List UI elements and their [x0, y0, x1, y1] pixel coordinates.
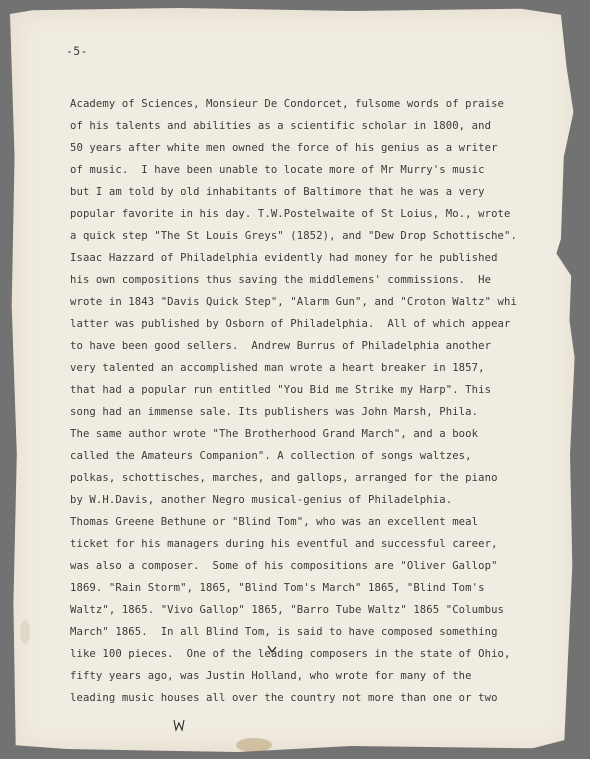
- text-line: his own compositions thus saving the middlemens' commissions. He: [70, 274, 492, 286]
- text-line: wrote in 1843 "Davis Quick Step", "Alarm Gun", and "Croton Waltz" whi: [70, 296, 517, 308]
- text-line: was also a composer. Some of his compositions are "Oliver Gallop": [70, 560, 498, 572]
- text-line: ticket for his managers during his eventful and successful career,: [70, 538, 498, 550]
- text-line: to have been good sellers. Andrew Burrus of Philadelphia another: [70, 340, 492, 352]
- paper-stain: [20, 620, 30, 644]
- text-line: but I am told by old inhabitants of Baltimore that he was a very: [70, 186, 485, 198]
- text-line: a quick step "The St Louis Greys" (1852), and "Dew Drop Schottische".: [70, 230, 517, 242]
- text-line: Waltz", 1865. "Vivo Gallop" 1865, "Barro Tube Waltz" 1865 "Columbus: [70, 604, 505, 616]
- page-number: -5-: [66, 44, 88, 58]
- typewritten-text: [70, 93, 550, 709]
- text-line: Isaac Hazzard of Philadelphia evidently had money for he published: [70, 252, 498, 264]
- text-line: very talented an accomplished man wrote a heart breaker in 1857,: [70, 362, 485, 374]
- text-line: song had an immense sale. Its publishers was John Marsh, Phila.: [70, 406, 479, 418]
- text-line: March" 1865. In all Blind Tom, is said to have composed something: [70, 626, 498, 638]
- text-line: that had a popular run entitled "You Bid me Strike my Harp". This: [70, 384, 492, 396]
- text-line: fifty years ago, was Justin Holland, who wrote for many of the: [70, 670, 472, 682]
- text-line: of his talents and abilities as a scientific scholar in 1800, and: [70, 120, 492, 132]
- text-line: The same author wrote "The Brotherhood Grand March", and a book: [70, 428, 479, 440]
- text-line: Thomas Greene Bethune or "Blind Tom", who was an excellent meal: [70, 516, 479, 528]
- paper-stain: [236, 738, 272, 752]
- text-line: popular favorite in his day. T.W.Postelwaite of St Loius, Mo., wrote: [70, 208, 511, 220]
- text-line: latter was published by Osborn of Philadelphia. All of which appear: [70, 318, 511, 330]
- handwritten-correction-mark: [172, 718, 186, 732]
- text-line: like 100 pieces. One of the leading composers in the state of Ohio,: [70, 648, 511, 660]
- text-line: by W.H.Davis, another Negro musical-genius of Philadelphia.: [70, 494, 453, 506]
- text-line: Academy of Sciences, Monsieur De Condorcet, fulsome words of praise: [70, 98, 505, 110]
- text-line: polkas, schottisches, marches, and gallops, arranged for the piano: [70, 472, 498, 484]
- text-line: of music. I have been unable to locate more of Mr Murry's music: [70, 164, 485, 176]
- handwritten-caret-mark: [267, 644, 277, 654]
- text-line: 1869. "Rain Storm", 1865, "Blind Tom's March" 1865, "Blind Tom's: [70, 582, 485, 594]
- text-line: called the Amateurs Companion". A collection of songs waltzes,: [70, 450, 472, 462]
- text-line: 50 years after white men owned the force of his genius as a writer: [70, 142, 498, 154]
- text-line: leading music houses all over the country not more than one or two: [70, 692, 498, 704]
